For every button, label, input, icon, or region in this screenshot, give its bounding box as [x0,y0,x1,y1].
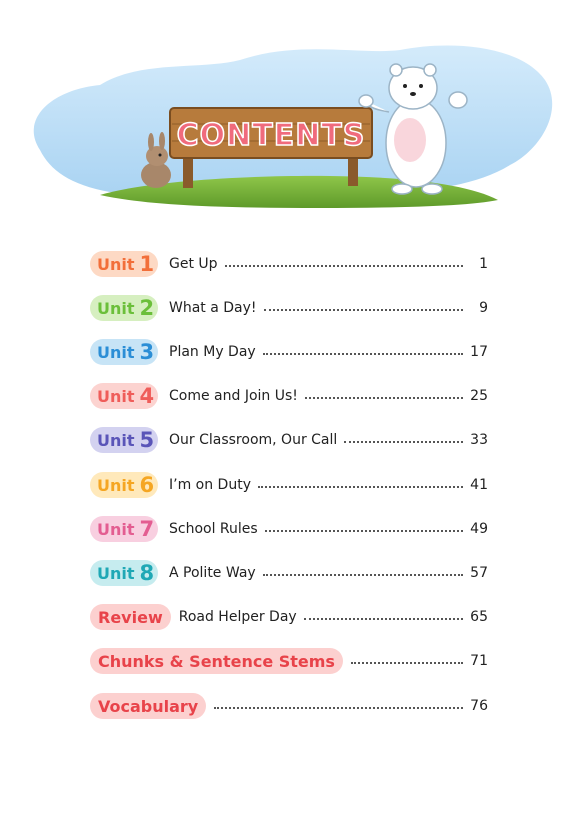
page-number: 76 [470,698,488,714]
dot-leader [225,264,463,267]
dot-leader [264,308,463,311]
dot-leader [258,485,463,488]
dot-leader [263,573,463,576]
unit-5-badge [90,427,158,453]
chunks-label: Chunks & Sentence Stems [98,651,335,671]
toc-title: School Rules [169,521,258,537]
unit-number: 5 [139,428,155,452]
unit-6-badge [90,472,158,498]
dot-leader [304,617,463,620]
contents-sign [170,108,372,158]
toc-title: Come and Join Us! [169,388,298,404]
toc-entry-review[interactable] [90,600,488,634]
unit-number: 7 [139,517,155,541]
toc-entry-unit-5[interactable] [90,423,488,457]
unit-2-badge [90,295,158,321]
unit-1-badge [90,251,158,277]
toc-entry-chunks[interactable] [90,644,488,678]
page-title: CONTENTS [176,118,366,153]
dot-leader [305,396,463,399]
unit-label: Unit [97,519,135,539]
unit-label: Unit [97,298,135,318]
dot-leader [263,352,463,355]
toc-entry-unit-6[interactable] [90,468,488,502]
unit-number: 3 [139,340,155,364]
toc-entry-unit-8[interactable] [90,556,488,590]
vocabulary-badge [90,693,206,719]
unit-label: Unit [97,563,135,583]
unit-number: 6 [139,473,155,497]
toc-entry-unit-7[interactable] [90,512,488,546]
contents-banner [0,0,579,230]
page-number: 25 [470,388,488,404]
unit-8-badge [90,560,158,586]
unit-number: 4 [139,384,155,408]
unit-label: Unit [97,475,135,495]
page-number: 57 [470,565,488,581]
unit-number: 2 [139,296,155,320]
toc-entry-unit-4[interactable] [90,379,488,413]
vocabulary-label: Vocabulary [98,696,199,716]
dot-leader [344,440,463,443]
toc-entry-unit-1[interactable] [90,247,488,281]
unit-label: Unit [97,342,135,362]
page-number: 17 [470,344,488,360]
unit-4-badge [90,383,158,409]
dot-leader [351,661,463,664]
toc-title: What a Day! [169,300,257,316]
toc-entry-unit-2[interactable] [90,291,488,325]
toc-title: I’m on Duty [169,477,251,493]
unit-label: Unit [97,430,135,450]
page-number: 33 [470,432,488,448]
page-number: 41 [470,477,488,493]
toc-entry-unit-3[interactable] [90,335,488,369]
toc-title: Get Up [169,256,218,272]
toc-title: Our Classroom, Our Call [169,432,338,448]
unit-number: 8 [139,561,155,585]
unit-label: Unit [97,254,135,274]
dot-leader [214,706,463,709]
review-label: Review [98,607,163,627]
page-number: 71 [470,653,488,669]
unit-label: Unit [97,386,135,406]
page-number: 1 [479,256,488,272]
chunks-badge [90,648,343,674]
page-number: 9 [479,300,488,316]
unit-7-badge [90,516,158,542]
toc-title: Plan My Day [169,344,256,360]
toc-title: A Polite Way [169,565,256,581]
page-number: 49 [470,521,488,537]
unit-number: 1 [139,252,155,276]
toc-entry-vocabulary[interactable] [90,689,488,723]
dot-leader [265,529,463,532]
page-number: 65 [470,609,488,625]
unit-3-badge [90,339,158,365]
review-badge [90,604,171,630]
toc-title: Road Helper Day [178,609,297,625]
